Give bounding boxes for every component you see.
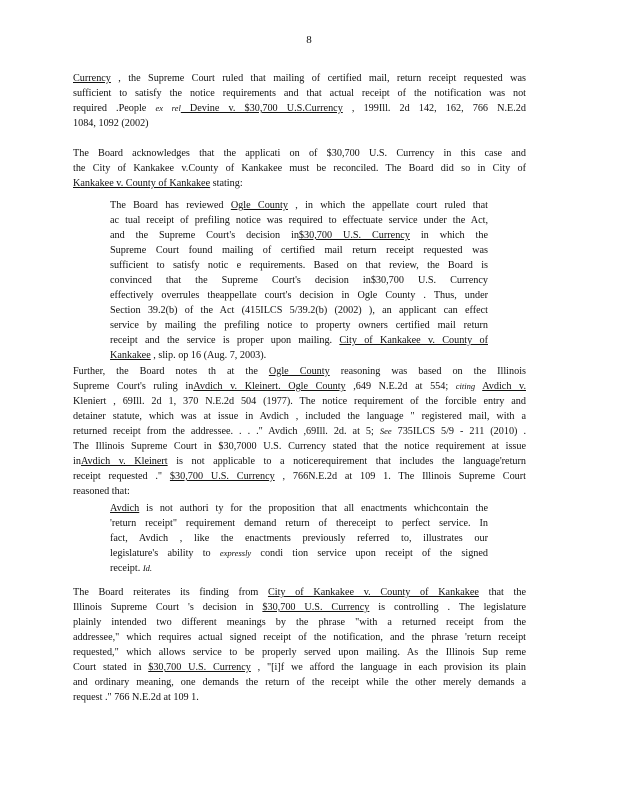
text-line <box>73 439 526 454</box>
citation: $30,700 U.S. Currency <box>148 662 251 673</box>
text-run: Kleniert , 69Ill. 2d 1, 370 N.E.2d 504 (1977). The notice requirement of the forcible entry and <box>73 396 526 407</box>
text-run: , in which the appellate court ruled that <box>287 200 488 211</box>
text-line <box>73 176 526 191</box>
text-run: receipt and the service is proper upon mailing. <box>110 335 340 346</box>
text-line <box>110 303 488 318</box>
text-run: and the Supreme Court's decision in <box>110 230 299 241</box>
text-line <box>110 243 488 258</box>
text-line <box>110 348 488 363</box>
text-line <box>110 333 488 348</box>
citation: Avdich v. Kleinert. Ogle County <box>193 381 346 392</box>
citation: City of Kankakee v. County of Kankakee <box>267 587 479 598</box>
citation: Avdich v. Kleinert <box>80 456 168 467</box>
text-line <box>73 161 526 176</box>
text-run: , "[i]f we afford the language in each provision its plain <box>250 662 526 673</box>
text-line <box>73 146 526 161</box>
text-line <box>110 198 488 213</box>
paragraph <box>73 71 526 131</box>
text-line <box>73 409 526 424</box>
italic-term: citing <box>455 381 476 391</box>
text-run: requested," which allows service to be properly served upon mailing. As the Illinois Sup reme <box>73 647 526 658</box>
text-run: is not authori ty for the proposition that all enactments whichcontain the <box>139 503 488 514</box>
text-line <box>110 501 488 516</box>
block-quote <box>110 198 488 363</box>
text-run: ac tual receipt of prefiling notice was required to effectuate service under the Act, <box>110 215 488 226</box>
text-line <box>110 288 488 303</box>
text-line <box>110 258 488 273</box>
text-line <box>73 645 526 660</box>
text-line <box>110 516 488 531</box>
text-line <box>73 630 526 645</box>
text-run: receipt. <box>110 563 143 574</box>
text-line <box>73 101 526 116</box>
text-run: convinced that the Supreme Court's decision in$30,700 U.S. Currency <box>110 275 488 286</box>
text-run: Supreme Court's ruling in <box>73 381 194 392</box>
text-run: plainly intended two different meanings by the phrase "with a returned receipt from the <box>73 617 526 628</box>
citation: Currency <box>73 73 111 84</box>
italic-term: See <box>379 426 392 436</box>
text-line <box>73 469 526 484</box>
text-line <box>73 364 526 379</box>
citation: Devine v. $30,700 U.S.Currency <box>180 103 343 114</box>
text-run: sufficient to satisfy the notice requirements and that actual receipt of the notification was not <box>73 88 526 99</box>
text-line <box>110 546 488 561</box>
text-run: 1084, 1092 (2002) <box>73 118 149 129</box>
citation: City of Kankakee v. County of <box>339 335 488 346</box>
citation: Kankakee <box>110 350 151 361</box>
text-run: condi tion service upon receipt of the signed <box>251 548 489 559</box>
page-number: 8 <box>306 34 312 46</box>
text-run: , the Supreme Court ruled that mailing of certified mail, return receipt requested was <box>110 73 526 84</box>
text-run: effectively overrules theappellate court's decision in Ogle County . Thus, under <box>110 290 488 301</box>
text-run: is not applicable to a noticerequirement that includes the language'return <box>167 456 526 467</box>
text-run: in which the <box>409 230 488 241</box>
text-run: Section 39.2(b) of the Act (415ILCS 5/39.2(b) (2002) ), an applicant can effect <box>110 305 488 316</box>
text-run: Illinois Supreme Court 's decision in <box>73 602 263 613</box>
text-run: legislature's ability to <box>110 548 220 559</box>
text-run: request ." 766 N.E.2d at 109 1. <box>73 692 199 703</box>
text-run: Supreme Court found mailing of certified mail return receipt requested was <box>110 245 488 256</box>
text-line <box>73 379 526 394</box>
text-run: service by mailing the prefiling notice to property owners certified mail return <box>110 320 488 331</box>
text-run: The Board acknowledges that the applicati on of $30,700 U.S. Currency in this case and <box>73 148 526 159</box>
block-quote <box>110 501 488 576</box>
text-line <box>73 454 526 469</box>
text-line <box>73 424 526 439</box>
text-run: detainer statute, which was at issue in Avdich , included the language " registered mail, with a <box>73 411 526 422</box>
citation: $30,700 U.S. Currency <box>262 602 370 613</box>
text-line <box>73 71 526 86</box>
citation: Avdich v. <box>482 381 526 392</box>
text-run: , 199Ill. 2d 142, 162, 766 N.E.2d <box>342 103 526 114</box>
text-run: stating: <box>210 178 243 189</box>
text-run: fact, Avdich , like the enactments previously referred to, illustrates our <box>110 533 488 544</box>
text-run: in <box>73 456 81 467</box>
text-run: that the <box>478 587 527 598</box>
text-run: The Board has reviewed <box>110 200 231 211</box>
text-line <box>110 561 488 576</box>
text-run: reasoned that: <box>73 486 130 497</box>
text-run: required .People <box>73 103 156 114</box>
text-line <box>110 228 488 243</box>
text-line <box>73 675 526 690</box>
text-run: and ordinary meaning, one demands the return of the receipt while the other merely demands a <box>73 677 526 688</box>
paragraph <box>73 146 526 191</box>
text-run: reasoning was based on the Illinois <box>329 366 526 377</box>
italic-term: ex rel <box>155 103 181 113</box>
text-run: returned receipt from the addressee. . . ." Avdich ,69Ill. 2d. at 5; <box>73 426 380 437</box>
text-line <box>73 116 526 131</box>
text-line <box>73 660 526 675</box>
text-run: , 766N.E.2d at 109 1. The Illinois Supreme Court <box>274 471 526 482</box>
text-run: The Board reiterates its finding from <box>73 587 268 598</box>
text-run: , slip. op 16 (Aug. 7, 2003). <box>150 350 267 361</box>
citation: Ogle County <box>230 200 288 211</box>
citation: $30,700 U.S. Currency <box>169 471 275 482</box>
text-run: 735ILCS 5/9 - 211 (2010) . <box>391 426 526 437</box>
text-run: The Illinois Supreme Court in $30,7000 U.S. Currency stated that the notice requirement at issue <box>73 441 526 452</box>
paragraph <box>73 585 526 705</box>
text-line <box>73 615 526 630</box>
text-run: is controlling . The legislature <box>369 602 526 613</box>
citation: Ogle County <box>268 366 330 377</box>
text-line <box>73 394 526 409</box>
italic-term: Id. <box>142 563 153 573</box>
text-line <box>73 690 526 705</box>
text-run: 'return receipt" requirement demand return of thereceipt to perfect service. In <box>110 518 488 529</box>
text-line <box>110 213 488 228</box>
text-line <box>110 318 488 333</box>
text-line <box>73 600 526 615</box>
citation: $30,700 U.S. Currency <box>298 230 410 241</box>
text-run: the City of Kankakee v.County of Kankakee must be reconciled. The Board did so in City of <box>73 163 526 174</box>
text-line <box>73 484 526 499</box>
text-run: ,649 N.E.2d at 554; <box>345 381 456 392</box>
text-line <box>110 273 488 288</box>
text-run: Further, the Board notes th at the <box>73 366 269 377</box>
text-run: Court stated in <box>73 662 149 673</box>
text-run: sufficient to satisfy notic e requirements. Based on that review, the Board is <box>110 260 488 271</box>
italic-term: expressly <box>219 548 252 558</box>
citation: Avdich <box>110 503 140 514</box>
text-run: receipt requested ." <box>73 471 170 482</box>
text-run: addressee," which requires actual signed receipt of the notification, and the phrase 'return receipt <box>73 632 526 643</box>
citation: Kankakee v. County of Kankakee <box>73 178 211 189</box>
text-line <box>73 585 526 600</box>
paragraph <box>73 364 526 499</box>
text-line <box>110 531 488 546</box>
text-line <box>73 86 526 101</box>
